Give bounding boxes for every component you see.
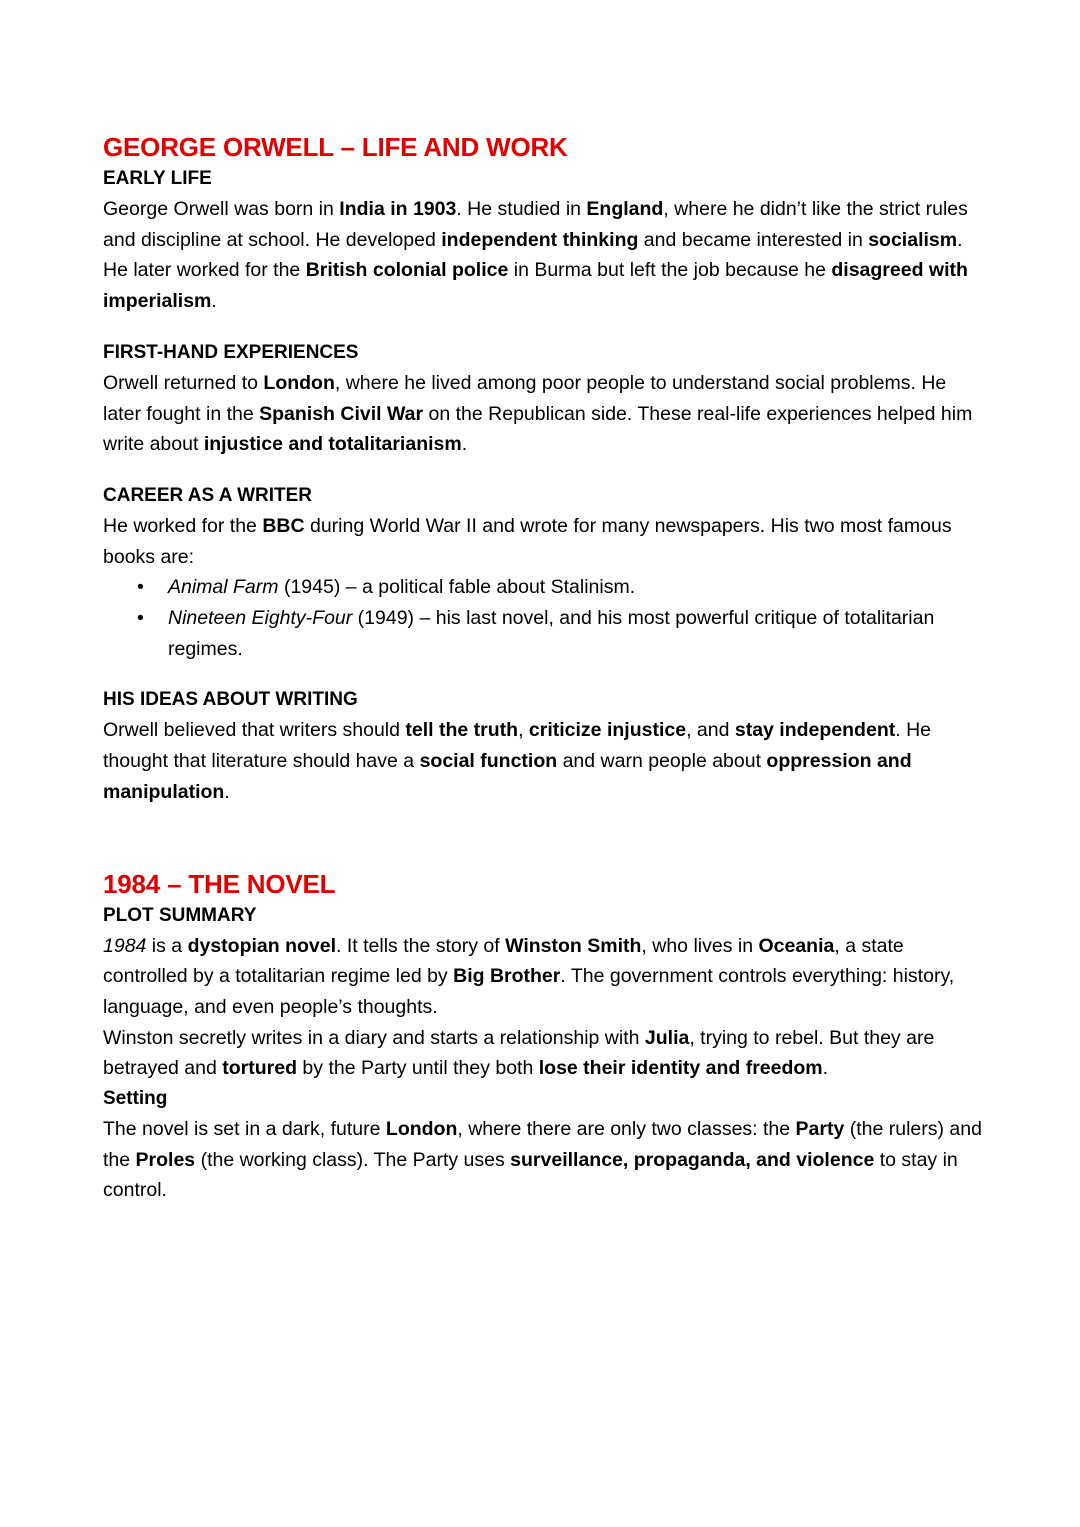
text-run: , trying to rebel. But they are betrayed and [103, 1026, 935, 1080]
text-run: (1945) – a political fable about Stalinism. [278, 576, 636, 599]
text-run: on the Republican side. These real-life experiences helped him write about [103, 402, 973, 456]
bold-text: Oceania [758, 934, 835, 957]
text-run: The novel is set in a dark, future [103, 1118, 386, 1141]
bullet-dot-icon: • [137, 607, 144, 630]
text-run: , who lives in [641, 934, 759, 957]
career-paragraph [103, 511, 983, 572]
text-run: (the working class). The Party uses [195, 1148, 511, 1171]
bold-text: Spanish Civil War [259, 402, 424, 425]
text-run: . [211, 290, 217, 313]
bold-text: London [263, 371, 335, 394]
bold-text: tell the truth [405, 719, 519, 742]
text-run: during World War II and wrote for many newspapers. His two most famous books are: [103, 514, 952, 568]
setting-paragraph [103, 1114, 983, 1206]
text-run: , [518, 719, 529, 742]
bold-text: injustice and totalitarianism [203, 433, 462, 456]
plot-section [103, 901, 983, 1085]
list-item [103, 572, 983, 603]
early-life-paragraph [103, 194, 983, 317]
bold-text: British colonial police [305, 259, 509, 282]
bold-text: lose their identity and freedom [538, 1057, 823, 1080]
early-life-heading: EARLY LIFE [103, 168, 212, 189]
text-run: to stay in control. [103, 1148, 958, 1202]
bold-text: socialism [868, 228, 958, 251]
text-run: Orwell returned to [103, 371, 264, 394]
text-run: , where he lived among poor people to understand social problems. He later fought in the [103, 371, 947, 425]
ideas-section [103, 685, 983, 807]
text-run: , and [686, 719, 735, 742]
bold-text: England [586, 198, 664, 220]
section-title-orwell: GEORGE ORWELL – LIFE AND WORK [103, 132, 568, 162]
text-run: and became interested in [638, 228, 869, 251]
career-heading: CAREER AS A WRITER [103, 484, 312, 506]
text-run: . [461, 433, 468, 456]
text-run: (the rulers) and the [103, 1118, 982, 1171]
bold-text: tortured [222, 1057, 298, 1080]
text-run: in Burma but left the job because he [508, 259, 832, 282]
text-run: , where there are only two classes: the [457, 1118, 796, 1141]
italic-text: Animal Farm [168, 576, 279, 599]
plot-heading: PLOT SUMMARY [103, 904, 257, 926]
bold-text: Winston Smith [505, 934, 642, 957]
text-run: . He thought that literature should have a [103, 719, 931, 773]
first-hand-paragraph [103, 368, 983, 460]
ideas-paragraph [103, 715, 983, 807]
text-run: Orwell believed that writers should [103, 719, 406, 742]
bold-text: London [385, 1118, 458, 1141]
book-entry [168, 576, 635, 598]
bold-text: Party [795, 1118, 845, 1141]
text-run: (1949) – his last novel, and his most powerful critique of totalitarian regimes. [168, 607, 935, 660]
italic-text: 1984 [103, 934, 147, 957]
text-run: , where he didn’t like the strict rules and discipline at school. He developed [103, 198, 968, 251]
bold-text: Big Brother [453, 965, 561, 988]
text-run: . The government controls everything: history, language, and even people’s thoughts. [103, 965, 955, 1018]
books-list [103, 572, 983, 664]
setting-heading: Setting [103, 1088, 168, 1110]
career-section [103, 481, 983, 665]
document-page [103, 130, 983, 1206]
setting-section [103, 1084, 983, 1206]
text-run: . [224, 780, 230, 803]
text-run: . [822, 1057, 829, 1080]
bold-text: surveillance, propaganda, and violence [510, 1148, 875, 1171]
bold-text: social function [419, 750, 558, 773]
first-hand-heading: FIRST-HAND EXPERIENCES [103, 341, 359, 363]
bold-text: criticize injustice [528, 719, 687, 742]
text-run: . He later worked for the [103, 228, 963, 282]
text-run: . It tells the story of [336, 934, 506, 957]
section-title-novel: 1984 – THE NOVEL [103, 868, 336, 899]
early-life-section [103, 164, 983, 317]
text-run: is a [146, 934, 188, 957]
bold-text: India in 1903 [339, 198, 457, 220]
list-item [103, 603, 983, 664]
bold-text: oppression and manipulation [103, 750, 912, 803]
first-hand-section [103, 338, 983, 460]
text-run: , a state controlled by a totalitarian regime led by [103, 934, 904, 988]
book-entry [168, 607, 934, 660]
text-run: . He studied in [456, 198, 587, 220]
text-run: by the Party until they both [297, 1057, 539, 1080]
ideas-heading: HIS IDEAS ABOUT WRITING [103, 689, 358, 711]
text-run: and warn people about [557, 750, 767, 773]
bold-text: independent thinking [441, 228, 639, 251]
bold-text: stay independent [734, 719, 896, 742]
bold-text: disagreed with imperialism [103, 259, 968, 313]
bullet-dot-icon: • [137, 576, 144, 599]
bold-text: Julia [644, 1026, 690, 1049]
bold-text: dystopian novel [187, 934, 337, 957]
plot-paragraph-2 [103, 1023, 983, 1084]
italic-text: Nineteen Eighty-Four [168, 607, 353, 630]
bold-text: Proles [135, 1148, 196, 1171]
bold-text: BBC [262, 514, 305, 537]
text-run: George Orwell was born in [103, 198, 340, 220]
text-run: He worked for the [103, 514, 263, 537]
plot-paragraph-1 [103, 931, 983, 1023]
text-run: Winston secretly writes in a diary and starts a relationship with [103, 1026, 645, 1049]
